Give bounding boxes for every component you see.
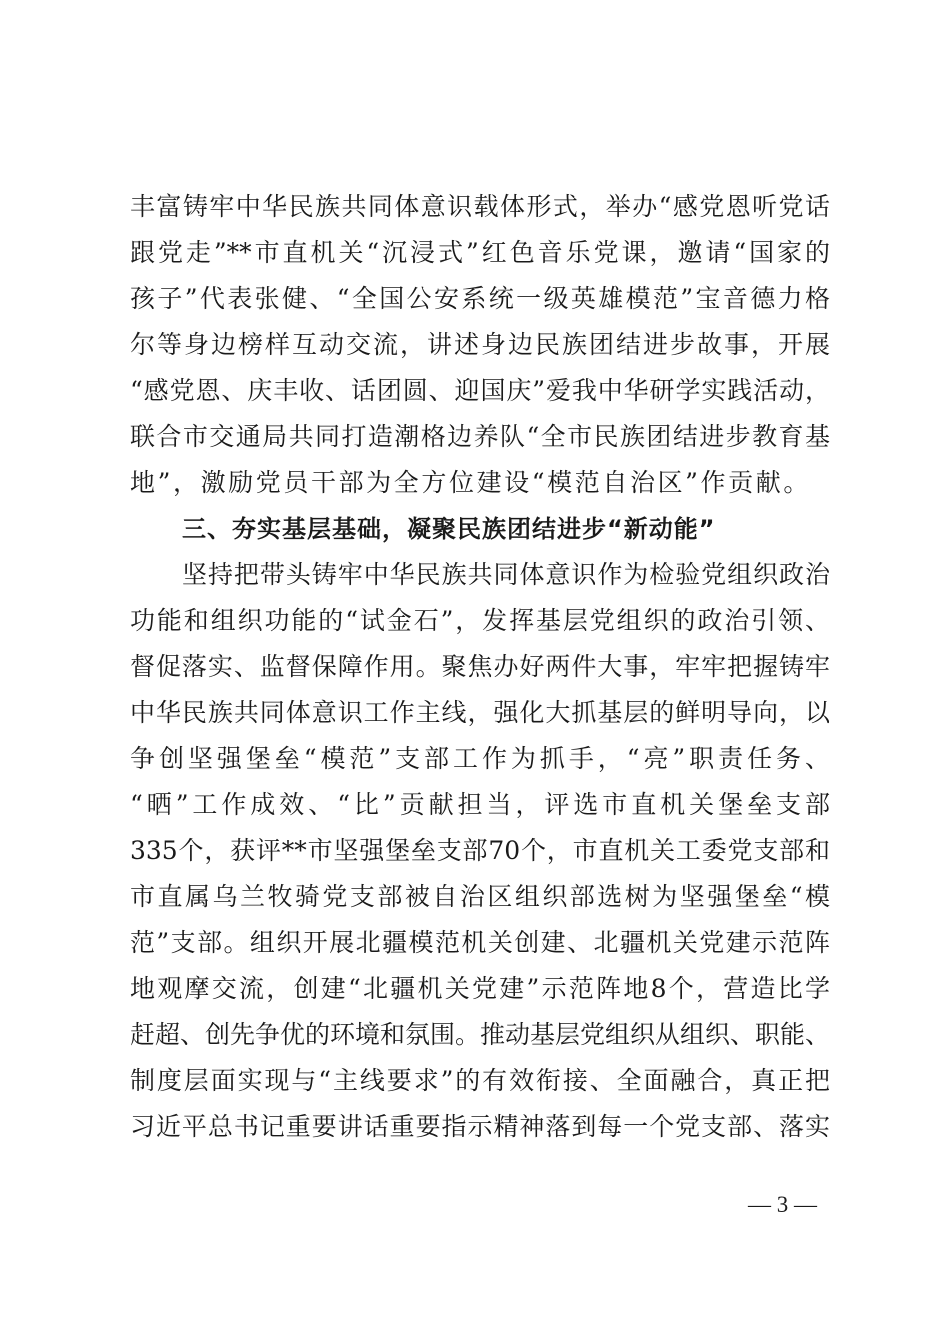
paragraph-2-line: 地观摩交流，创建“北疆机关党建”示范阵地8个，营造比学 [130, 974, 830, 1003]
paragraph-2-line: 制度层面实现与“主线要求”的有效衔接、全面融合，真正把 [130, 1066, 830, 1095]
paragraph-2-line: 争创坚强堡垒“模范”支部工作为抓手，“亮”职责任务、 [130, 744, 830, 773]
paragraph-1-line: 地”，激励党员干部为全方位建设“模范自治区”作贡献。 [130, 468, 811, 497]
paragraph-1-line: 联合市交通局共同打造潮格边养队“全市民族团结进步教育基 [130, 422, 830, 451]
paragraph-1-line: 尔等身边榜样互动交流，讲述身边民族团结进步故事，开展 [130, 330, 830, 359]
section-heading: 三、夯实基层基础，凝聚民族团结进步“新动能” [182, 515, 716, 543]
paragraph-2-line: 督促落实、监督保障作用。聚焦办好两件大事，牢牢把握铸牢 [130, 652, 830, 681]
page-number: — 3 — [748, 1192, 817, 1217]
paragraph-1-line: 孩子”代表张健、“全国公安系统一级英雄模范”宝音德力格 [130, 284, 830, 313]
paragraph-2-line: 坚持把带头铸牢中华民族共同体意识作为检验党组织政治 [182, 560, 830, 589]
paragraph-2-line: 范”支部。组织开展北疆模范机关创建、北疆机关党建示范阵 [130, 928, 830, 957]
paragraph-2-line: 市直属乌兰牧骑党支部被自治区组织部选树为坚强堡垒“模 [130, 882, 830, 911]
paragraph-2-line: 335个，获评**市坚强堡垒支部70个，市直机关工委党支部和 [130, 836, 830, 865]
paragraph-1-line: 跟党走”**市直机关“沉浸式”红色音乐党课，邀请“国家的 [130, 238, 831, 267]
paragraph-2-line: 赶超、创先争优的环境和氛围。推动基层党组织从组织、职能、 [130, 1020, 831, 1049]
paragraph-2-line: 功能和组织功能的“试金石”，发挥基层党组织的政治引领、 [130, 606, 830, 635]
paragraph-1-line: “感党恩、庆丰收、话团圆、迎国庆”爱我中华研学实践活动， [130, 376, 830, 405]
paragraph-2-line: “晒”工作成效、“比”贡献担当，评选市直机关堡垒支部 [130, 790, 830, 819]
paragraph-2-line: 中华民族共同体意识工作主线，强化大抓基层的鲜明导向，以 [130, 698, 830, 727]
paragraph-2-line: 习近平总书记重要讲话重要指示精神落到每一个党支部、落实 [130, 1112, 830, 1141]
paragraph-1-line: 丰富铸牢中华民族共同体意识载体形式，举办“感党恩听党话 [130, 192, 830, 221]
